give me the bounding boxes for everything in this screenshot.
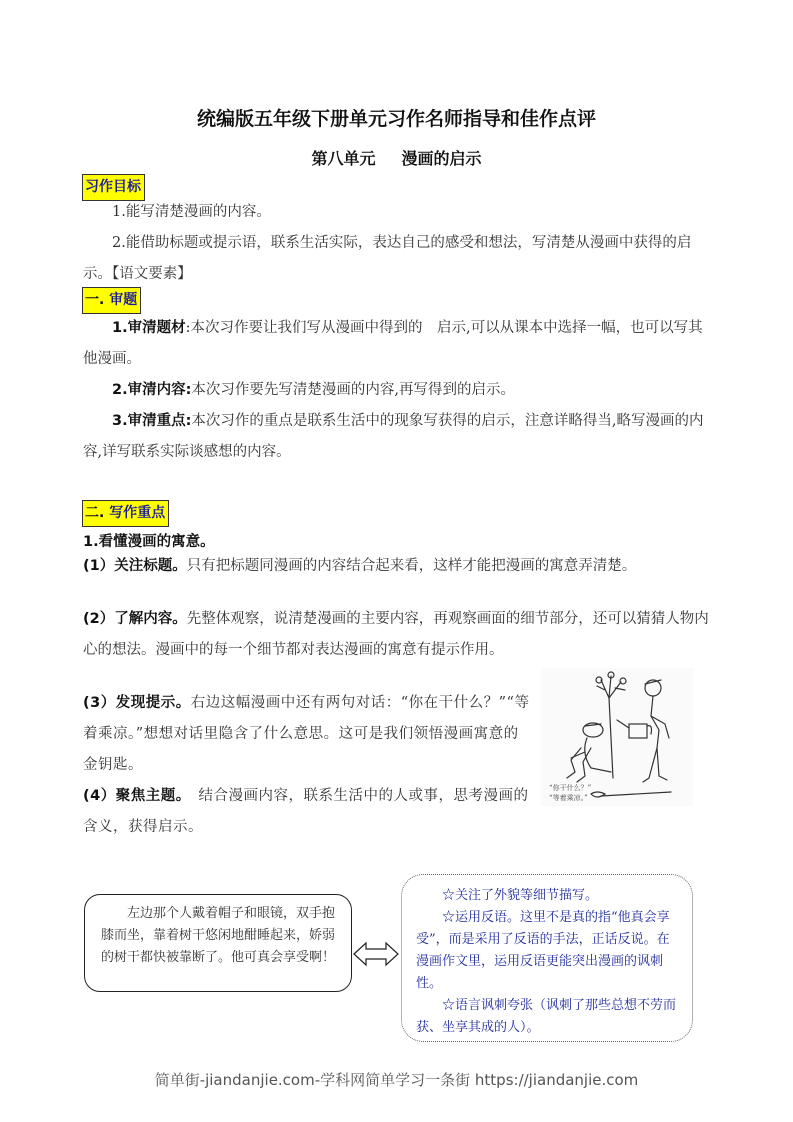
focus-item-2-text: 先整体观察，说清楚漫画的主要内容，再观察画面的细节部分，还可以猜猜人物内心的想法。漫画中的每一个细节都对表达漫画的寓意有提示作用。: [83, 611, 709, 658]
focus-item-4: [83, 781, 533, 843]
document-title: 统编版五年级下册单元习作名师指导和佳作点评: [196, 108, 596, 130]
comic-caption-2: “等着乘凉。”: [549, 794, 588, 802]
goals-label-text: 习作目标: [85, 179, 141, 195]
section2-label-num: 二.: [85, 505, 105, 521]
review-item-2: [83, 375, 711, 406]
focus-item-4-title: (4）聚焦主题。: [83, 788, 184, 804]
focus-item-1-title: (1）关注标题。: [83, 558, 187, 574]
review-item-3-text: 本次习作的重点是联系生活中的现象写获得的启示，注意详略得当,略写漫画的内容,详写联系实际谈感想的内容。: [83, 413, 704, 460]
page-footer: 简单街-jiandanjie.com-学科网简单学习一条街 https://jiandanjie.com: [154, 1071, 639, 1089]
review-item-2-text: 本次习作要先写清楚漫画的内容,再写得到的启示。: [191, 382, 516, 398]
focus-item-1: [83, 551, 711, 582]
unit-heading: [0, 146, 793, 169]
focus-item-2: [83, 604, 711, 666]
focus-item-1-text: 只有把标题同漫画的内容结合起来看，这样才能把漫画的寓意弄清楚。: [186, 558, 637, 574]
comic-illustration: [541, 668, 693, 806]
section2-label: [82, 500, 169, 527]
focus-item-3-text: 右边这幅漫画中还有两句对话：“你在干什么？”“等着乘凉。”想想对话里隐含了什么意思。这可是我们领悟漫画寓意的金钥匙。: [83, 695, 530, 773]
review-item-1-title: 1.审清题材: [112, 320, 186, 336]
section1-label-num: 一.: [85, 292, 105, 308]
example-description-box: 左边那个人戴着帽子和眼镜，双手抱膝而坐，靠着树干悠闲地酣睡起来，娇弱的树干都快被靠断了。他可真会享受啊！: [84, 894, 352, 992]
focus-item-3-title: (3）发现提示。: [83, 695, 191, 711]
focus-heading: 1.看懂漫画的寓意。: [83, 534, 215, 550]
comment-point-2: ☆运用反语。这里不是真的指“他真会享受”，而是采用了反语的手法，正话反说。在漫画作文里，运用反语更能突出漫画的讽刺性。: [416, 910, 670, 991]
review-item-1-text: :本次习作要让我们写从漫画中得到的 启示,可以从课本中选择一幅，也可以写其他漫画。: [83, 320, 703, 367]
focus-item-3: [83, 688, 533, 781]
goal-item-1: 1.能写清楚漫画的内容。: [112, 204, 271, 220]
comic-caption-1: “你干什么？”: [549, 784, 592, 792]
section2-label-text: 写作重点: [109, 505, 166, 521]
unit-number: 第八单元: [311, 149, 376, 168]
comment-point-3: ☆语言讽刺夸张（讽刺了那些总想不劳而获、坐享其成的人）。: [416, 998, 677, 1035]
unit-topic: 漫画的启示: [401, 149, 482, 168]
focus-item-4-text: 结合漫画内容，联系生活中的人或事，思考漫画的含义，获得启示。: [83, 788, 529, 835]
review-item-3: [83, 406, 711, 468]
double-arrow-icon: [352, 940, 400, 968]
section1-label: [82, 287, 141, 314]
comic-drawing-icon: [541, 668, 693, 806]
section1-label-text: 审题: [109, 292, 138, 308]
comment-box: [401, 874, 693, 1042]
review-item-2-title: 2.审清内容:: [112, 382, 192, 398]
comment-point-1: ☆关注了外貌等细节描写。: [442, 888, 599, 903]
review-item-1: [83, 313, 711, 375]
review-item-3-title: 3.审清重点:: [112, 413, 192, 429]
focus-item-2-title: (2）了解内容。: [83, 611, 187, 627]
goal-item-2: 2.能借助标题或提示语，联系生活实际，表达自己的感受和想法，写清楚从漫画中获得的启示。【语文要素】: [83, 235, 692, 282]
